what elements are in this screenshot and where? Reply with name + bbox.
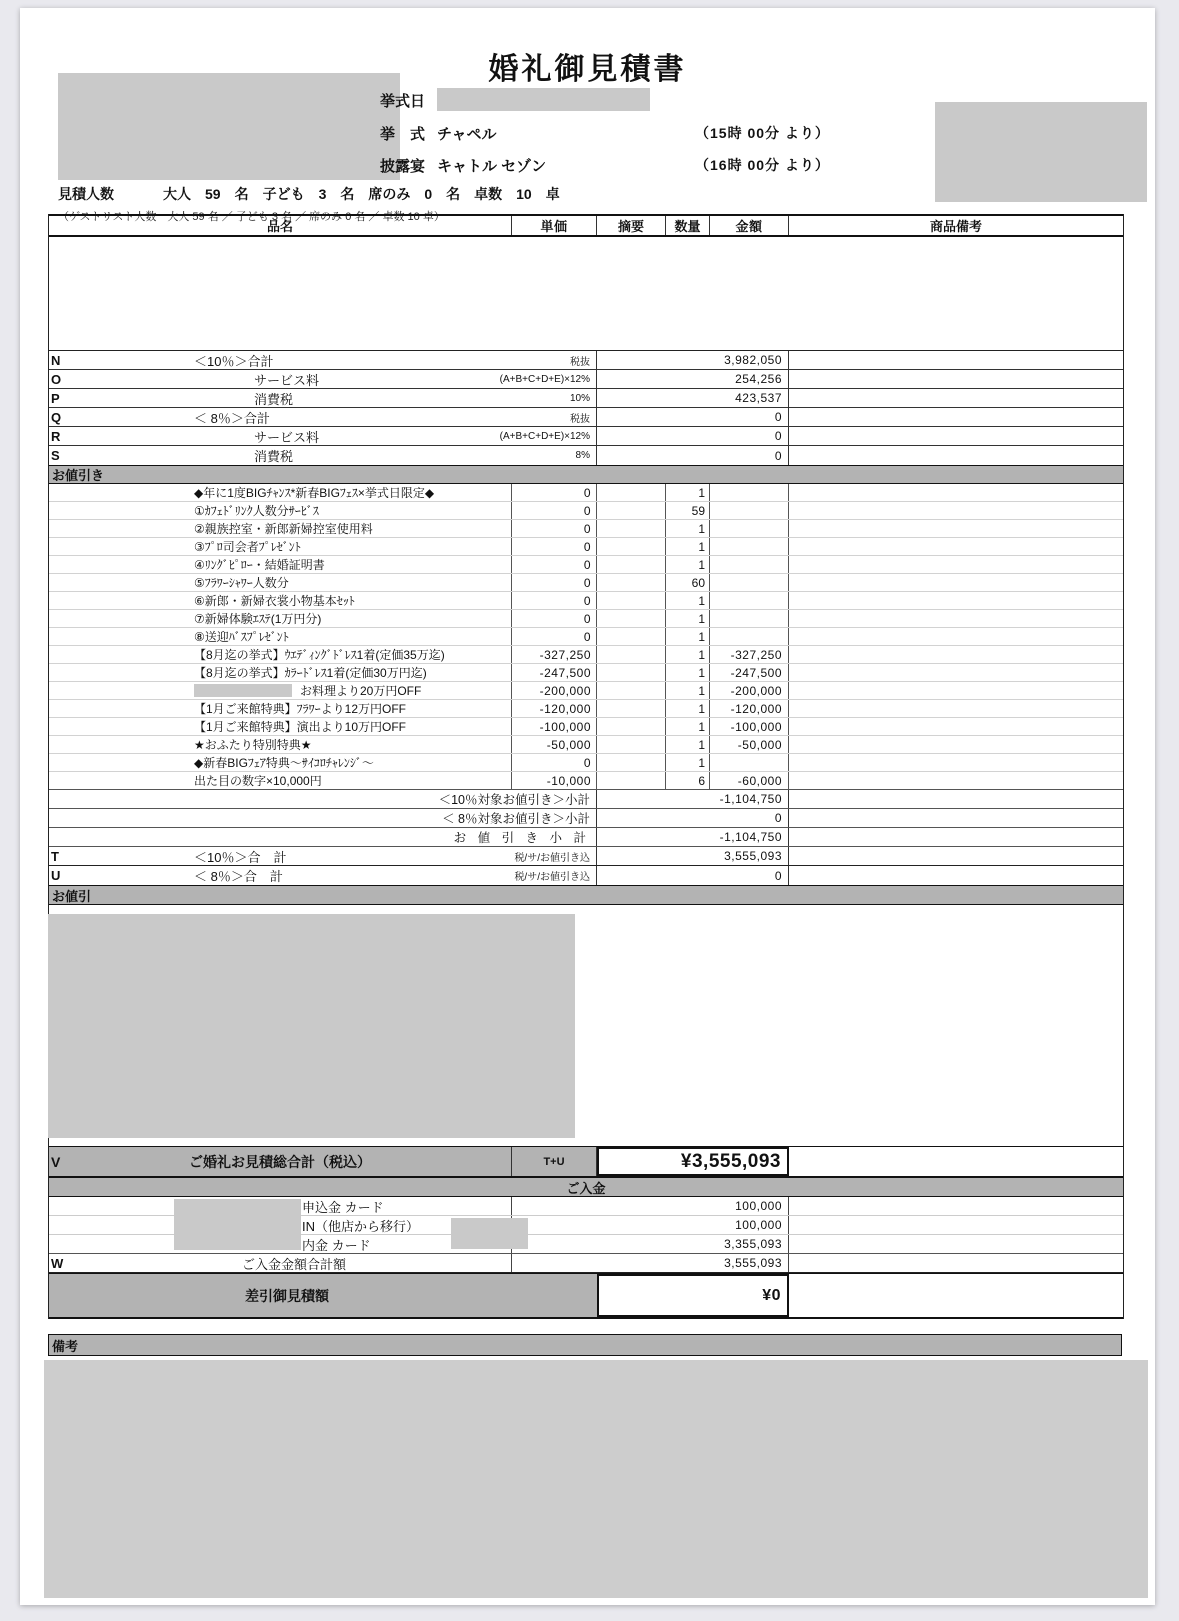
payment-row: IN（他店から移行） 100,000 (49, 1216, 1123, 1235)
row-remarks (789, 389, 1123, 407)
guest-count-line (58, 184, 560, 204)
row-key: S (51, 448, 60, 463)
row-remarks (789, 446, 1123, 465)
row-key: U (51, 868, 61, 883)
col-header-quantity: 数量 (666, 216, 710, 235)
col-header-remarks: 商品備考 (929, 219, 982, 234)
summary-row-Q (49, 408, 1123, 427)
balance-amount: ¥0 (597, 1274, 789, 1317)
discount-row: 【1月ご来館特典】ﾌﾗﾜｰより12万円OFF -120,000 1 -120,000 (49, 700, 1123, 718)
grand-total-label: ご婚礼お見積総合計（税込） (189, 1153, 371, 1170)
discount-row: ⑧送迎ﾊﾞｽﾌﾟﾚｾﾞﾝﾄ 0 1 (49, 628, 1123, 646)
row-key: R (51, 428, 61, 444)
row-amount: 254,256 (597, 370, 789, 388)
row-remarks (789, 427, 1123, 445)
row-remarks (789, 370, 1123, 388)
row-key: V (51, 1153, 61, 1170)
grand-total-formula: T+U (512, 1147, 597, 1176)
total-row-U (49, 866, 1123, 885)
discount-row: ⑦新婦体験ｴｽﾃ(1万円分) 0 1 (49, 610, 1123, 628)
discount-section-bar: お値引き (49, 465, 1123, 484)
row-label: ＜10％＞合 計 (194, 849, 287, 865)
discount-row-redacted: お料理より20万円OFF -200,000 1 -200,000 (49, 682, 1123, 700)
balance-row (49, 1273, 1123, 1319)
row-amount: 423,537 (597, 389, 789, 407)
row-remarks (789, 351, 1123, 369)
guest-list-note: （ゲストリスト人数 大人 59 名 ／ 子ども 3 名 ／ 席のみ 0 名 ／ 卓数 10 卓） (58, 211, 445, 223)
estimate-table (48, 214, 1124, 1319)
row-key: W (51, 1255, 64, 1271)
row-note: 8% (575, 450, 590, 461)
col-header-item: 品名 (49, 216, 512, 235)
discount-subtotal-8: ＜ 8％対象お値引き＞小計 0 (49, 809, 1123, 828)
col-header-unit-price: 単価 (512, 216, 597, 235)
payment-row: 内金 カード 3,355,093 (49, 1235, 1123, 1254)
discount-row: ②親族控室・新郎新婦控室使用料 0 1 (49, 520, 1123, 538)
row-note: 税抜 (570, 413, 590, 425)
discount-row: ⑤ﾌﾗﾜｰｼｬﾜｰ人数分 0 60 (49, 574, 1123, 592)
reception-label: 披露宴 (380, 158, 426, 175)
payment-row: 申込金 カード 100,000 (49, 1197, 1123, 1216)
col-header-amount: 金額 (710, 216, 789, 235)
discount-row: ◆新春BIGﾌｪｱ特典～ｻｲｺﾛﾁｬﾚﾝｼﾞ～ 0 1 (49, 754, 1123, 772)
row-remarks (789, 408, 1123, 426)
ceremony-date-label: 挙式日 (380, 93, 426, 110)
redacted-block-customer-info (58, 73, 400, 180)
ceremony-time: （15時 00分 より） (695, 125, 830, 141)
grand-total-amount: ¥3,555,093 (597, 1147, 789, 1176)
row-note: 10% (569, 392, 590, 404)
redacted-block-header-right (935, 102, 1147, 202)
row-note: 税抜 (570, 356, 590, 368)
table-header-row (49, 214, 1123, 237)
payments-section-bar: ご入金 (49, 1177, 1123, 1197)
row-label: ＜ 8％＞合計 (194, 410, 270, 426)
notes-section-bar: 備考 (48, 1334, 1122, 1356)
summary-row-O (49, 370, 1123, 389)
discount-subtotal-all: お 値 引 き 小 計 -1,104,750 (49, 828, 1123, 847)
discount-row: ③ﾌﾟﾛ司会者ﾌﾟﾚｾﾞﾝﾄ 0 1 (49, 538, 1123, 556)
discount-row: 【8月迄の挙式】ｳｴﾃﾞｨﾝｸﾞﾄﾞﾚｽ1着(定価35万迄) -327,250 1 -327,250 (49, 646, 1123, 664)
total-row-T (49, 847, 1123, 866)
ceremony-value: チャペル (437, 126, 497, 143)
summary-row-N (49, 351, 1123, 370)
redacted-inline (194, 684, 292, 697)
row-label: サービス料 (254, 429, 320, 445)
discount-subtotal-10: ＜10％対象お値引き＞小計 -1,104,750 (49, 790, 1123, 809)
row-key: Q (51, 409, 62, 425)
row-label: ご入金金額合計額 (242, 1256, 347, 1272)
ceremony-label: 挙 式 (380, 126, 426, 143)
row-label: ＜10％＞合計 (194, 353, 274, 369)
row-key: T (51, 848, 59, 864)
row-key: O (51, 371, 62, 387)
reception-value: キャトル セゾン (437, 158, 547, 175)
empty-items-area (49, 237, 1123, 351)
discount-note-area (49, 905, 1123, 1147)
row-amount: 3,982,050 (597, 351, 789, 369)
redacted-block-payment-left (174, 1199, 301, 1250)
col-header-summary: 摘要 (597, 216, 666, 235)
redacted-block-notes (44, 1360, 1148, 1598)
row-label: 消費税 (254, 449, 294, 464)
summary-row-P (49, 389, 1123, 408)
row-amount: 3,555,093 (512, 1254, 789, 1272)
row-note: (A+B+C+D+E)×12% (499, 430, 590, 442)
discount-row: ★おふたり特別特典★ -50,000 1 -50,000 (49, 736, 1123, 754)
row-amount: 3,555,093 (597, 847, 789, 865)
row-note: 税/サ/お値引き込 (514, 852, 590, 864)
row-key: P (51, 390, 60, 406)
discount-row: 【8月迄の挙式】ｶﾗｰﾄﾞﾚｽ1着(定価30万円迄) -247,500 1 -247,500 (49, 664, 1123, 682)
row-amount: 0 (597, 866, 789, 885)
row-key: N (51, 352, 61, 368)
reception-time: （16時 00分 より） (695, 157, 830, 173)
row-amount: 0 (597, 427, 789, 445)
discount-note-bar: お値引 (49, 885, 1123, 905)
row-amount: 0 (597, 446, 789, 465)
discount-item-name: お料理より20万円OFF (300, 684, 422, 698)
row-amount: 0 (597, 408, 789, 426)
row-label: 消費税 (254, 391, 294, 407)
redacted-block-ceremony-date (437, 88, 650, 111)
discount-row: ⑥新郎・新婦衣裳小物基本ｾｯﾄ 0 1 (49, 592, 1123, 610)
grand-total-row (49, 1147, 1123, 1177)
balance-label: 差引御見積額 (245, 1287, 329, 1304)
row-label: サービス料 (254, 372, 320, 388)
redacted-block-discount-note (48, 914, 575, 1138)
payments-group (49, 1197, 1123, 1254)
discount-row: ①ｶﾌｪﾄﾞﾘﾝｸ人数分ｻｰﾋﾞｽ 0 59 (49, 502, 1123, 520)
document-page (20, 8, 1155, 1605)
guest-count-values: 大人 59 名 子ども 3 名 席のみ 0 名 卓数 10 卓 (163, 186, 560, 202)
discount-row: 【1月ご来館特典】演出より10万円OFF -100,000 1 -100,000 (49, 718, 1123, 736)
row-label: ＜ 8％＞合 計 (194, 869, 283, 884)
row-note: 税/サ/お値引き込 (514, 872, 590, 883)
redacted-block-payment-right (451, 1218, 528, 1249)
summary-row-R (49, 427, 1123, 446)
discount-row: 出た目の数字×10,000円 -10,000 6 -60,000 (49, 772, 1123, 790)
discount-row: ④ﾘﾝｸﾞﾋﾟﾛｰ・結婚証明書 0 1 (49, 556, 1123, 574)
discount-row: ◆年に1度BIGﾁｬﾝｽ*新春BIGﾌｪｽ×挙式日限定◆ 0 1 (49, 484, 1123, 502)
row-note: (A+B+C+D+E)×12% (499, 373, 590, 385)
payments-total-row (49, 1254, 1123, 1273)
page-title: 婚礼御見積書 (488, 53, 687, 86)
summary-row-S (49, 446, 1123, 465)
guest-count-label: 見積人数 (58, 186, 114, 202)
